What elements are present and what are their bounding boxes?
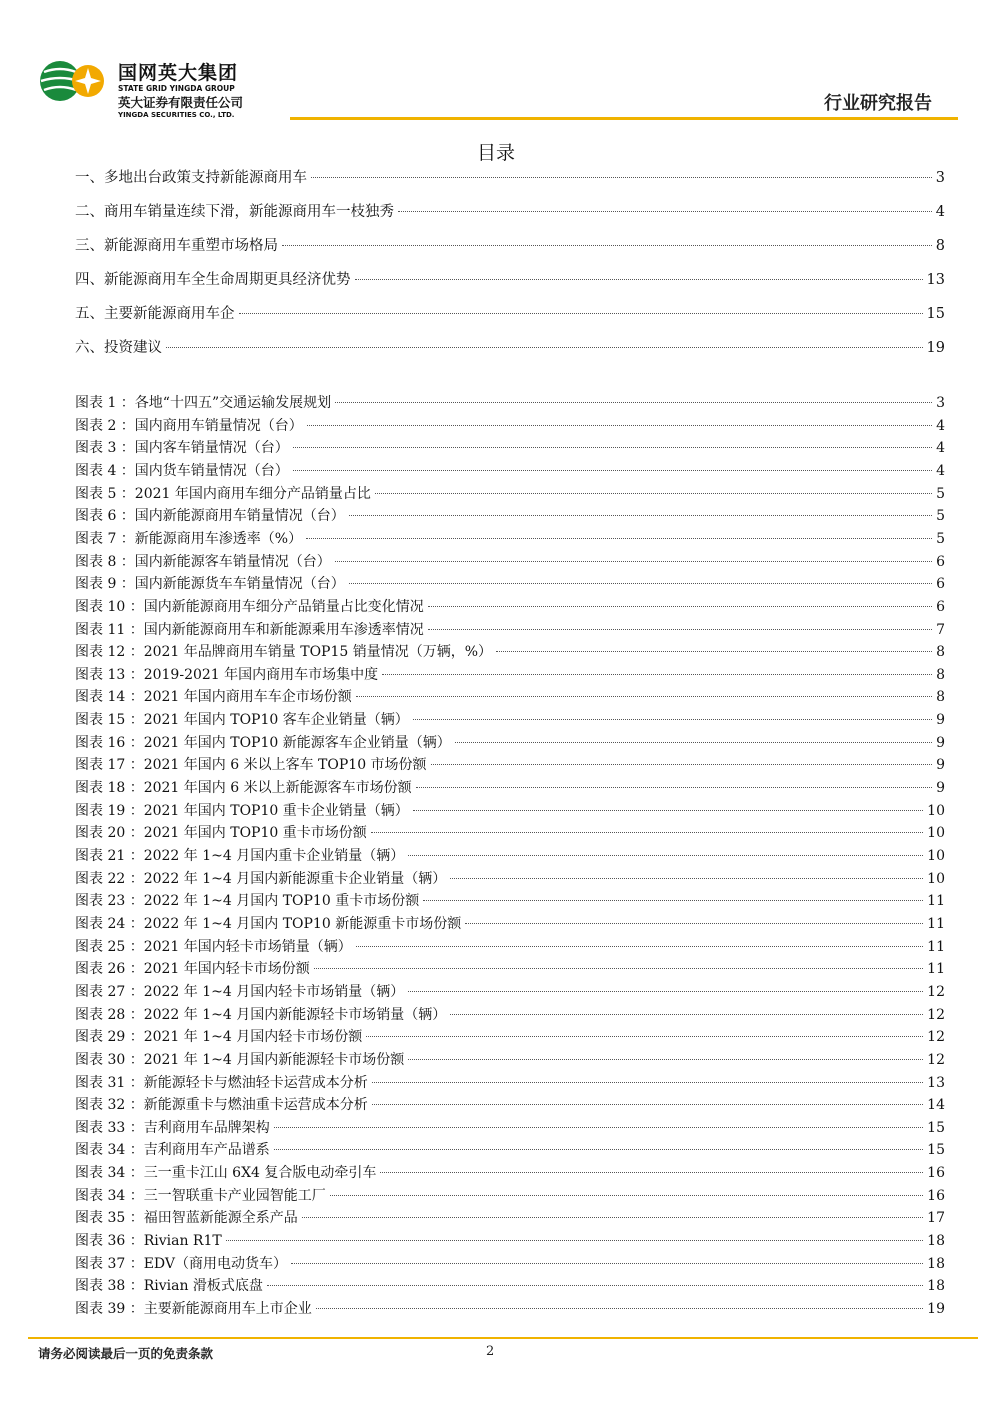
- toc-title: 目录: [476, 142, 515, 164]
- toc-figure-entry-page: 8: [936, 689, 945, 706]
- toc-figure-entry-label: 图表 21 ：2022 年 1~4 月国内重卡企业销量（辆）: [75, 848, 405, 864]
- toc-section-entry[interactable]: [75, 268, 945, 289]
- toc-figure-entry-page: 15: [927, 1142, 945, 1159]
- toc-figure-entry-page: 5: [936, 485, 945, 502]
- toc-figure-entry-label: 图表 7 ：新能源商用车渗透率（%）: [75, 530, 303, 547]
- dot-leader: [267, 1285, 923, 1286]
- toc-section-entry[interactable]: [75, 336, 945, 357]
- dot-leader: [335, 561, 932, 562]
- toc-figure-entry[interactable]: [75, 437, 945, 457]
- toc-section-entry-page: 13: [926, 272, 945, 288]
- toc-figure-entry[interactable]: [75, 913, 945, 933]
- toc-figure-entry[interactable]: [75, 1253, 945, 1273]
- toc-figure-entry-label: 图表 38 ：Rivian 滑板式底盘: [75, 1278, 263, 1295]
- toc-figure-entry-page: 8: [936, 666, 945, 683]
- dot-leader: [307, 425, 932, 426]
- dot-leader: [375, 493, 932, 494]
- toc-figure-entry[interactable]: [75, 619, 945, 639]
- toc-figure-entry-page: 4: [936, 440, 945, 457]
- dot-leader: [302, 1217, 923, 1218]
- toc-figure-entry-label: 图表 8 ：国内新能源客车销量情况（台）: [75, 553, 331, 570]
- toc-figure-entry-page: 11: [927, 961, 945, 978]
- toc-figure-entry-page: 3: [936, 395, 945, 411]
- toc-section-entry[interactable]: [75, 166, 945, 187]
- toc-figure-entry-label: 图表 4 ：国内货车销量情况（台）: [75, 462, 289, 479]
- disclaimer-note: 请务必阅读最后一页的免责条款: [38, 1346, 214, 1361]
- state-grid-logo: [38, 58, 110, 104]
- dot-leader: [316, 1308, 923, 1309]
- toc-figure-entry-label: 图表 34 ：三一重卡江山 6X4 复合版电动牵引车: [75, 1165, 377, 1182]
- page-number: 2: [486, 1344, 495, 1359]
- company-name-en: YINGDA SECURITIES CO., LTD.: [118, 111, 235, 119]
- toc-figure-entry-label: 图表 34 ：三一智联重卡产业园智能工厂: [75, 1187, 326, 1204]
- toc-figure-entry-label: 图表 20 ：2021 年国内 TOP10 重卡市场份额: [75, 825, 367, 842]
- toc-figure-entry-label: 图表 37 ：EDV（商用电动货车）: [75, 1255, 288, 1272]
- toc-figure-entry-label: 图表 32 ：新能源重卡与燃油重卡运营成本分析: [75, 1097, 368, 1114]
- toc-figure-entry-page: 11: [927, 915, 945, 932]
- toc-figure-entry-label: 图表 39 ：主要新能源商用车上市企业: [75, 1301, 312, 1317]
- toc-figure-entry[interactable]: [75, 1275, 945, 1295]
- toc-figure-entry[interactable]: [75, 822, 945, 842]
- toc-figure-entry-page: 10: [927, 825, 945, 842]
- report-type: 行业研究报告: [824, 93, 932, 114]
- toc-figure-entry-label: 图表 29 ：2021 年 1~4 月国内轻卡市场份额: [75, 1029, 363, 1046]
- dot-leader: [380, 1172, 923, 1173]
- header-divider: [290, 117, 958, 120]
- dot-leader: [282, 245, 932, 246]
- toc-figure-entry-label: 图表 10 ：国内新能源商用车细分产品销量占比变化情况: [75, 598, 424, 615]
- toc-figure-entry-page: 9: [936, 712, 945, 729]
- toc-section-entry-page: 19: [926, 340, 945, 356]
- toc-section-entry-page: 3: [935, 170, 945, 186]
- toc-figure-entry-label: 图表 13 ：2019-2021 年国内商用车市场集中度: [75, 666, 379, 683]
- toc-figure-entry-label: 图表 14 ：2021 年国内商用车车企市场份额: [75, 689, 352, 706]
- dot-leader: [226, 1240, 923, 1241]
- toc-figure-entry[interactable]: [75, 1004, 945, 1024]
- toc-figure-entry[interactable]: [75, 1185, 945, 1205]
- toc-figure-entry-label: 图表 30 ：2021 年 1~4 月国内新能源轻卡市场份额: [75, 1051, 405, 1068]
- toc-figure-entry[interactable]: [75, 1049, 945, 1069]
- footer-divider: [28, 1337, 978, 1339]
- toc-figure-entry[interactable]: [75, 1298, 945, 1318]
- dot-leader: [366, 1036, 923, 1037]
- dot-leader: [428, 606, 932, 607]
- toc-figure-entry[interactable]: [75, 800, 945, 820]
- dot-leader: [408, 1059, 923, 1060]
- toc-figure-entry-page: 6: [936, 598, 945, 615]
- company-name: 英大证券有限责任公司: [118, 95, 244, 110]
- dot-leader: [382, 674, 932, 675]
- toc-figure-entry[interactable]: [75, 528, 945, 548]
- dot-leader: [239, 313, 923, 314]
- toc-figure-entry-page: 12: [927, 983, 945, 1000]
- dot-leader: [293, 447, 932, 448]
- dot-leader: [408, 855, 923, 856]
- toc-figure-entry-label: 图表 23 ：2022 年 1~4 月国内 TOP10 重卡市场份额: [75, 893, 420, 910]
- dot-leader: [274, 1127, 923, 1128]
- toc-figure-entry-page: 17: [927, 1210, 945, 1227]
- toc-section-entry-page: 8: [935, 238, 945, 254]
- toc-figure-entry-label: 图表 17 ：2021 年国内 6 米以上客车 TOP10 市场份额: [75, 757, 427, 774]
- toc-figure-entry-page: 9: [936, 734, 945, 751]
- dot-leader: [496, 651, 932, 652]
- toc-figure-entry-label: 图表 28 ：2022 年 1~4 月国内新能源轻卡市场销量（辆）: [75, 1006, 447, 1023]
- dot-leader: [413, 810, 923, 811]
- toc-figure-entry-label: 图表 12 ：2021 年品牌商用车销量 TOP15 销量情况（万辆，%）: [75, 644, 493, 661]
- toc-figure-entry[interactable]: [75, 868, 945, 888]
- toc-figure-entry-label: 图表 19 ：2021 年国内 TOP10 重卡企业销量（辆）: [75, 802, 409, 819]
- dot-leader: [455, 742, 932, 743]
- toc-figure-entry[interactable]: [75, 890, 945, 910]
- dot-leader: [306, 538, 932, 539]
- toc-section-entry-label: 六、投资建议: [75, 340, 162, 356]
- toc-section-entry-label: 三、新能源商用车重塑市场格局: [75, 238, 278, 254]
- toc-figure-entry[interactable]: [75, 460, 945, 480]
- dot-leader: [274, 1149, 923, 1150]
- toc-figure-entry-page: 14: [927, 1097, 945, 1114]
- dot-leader: [423, 900, 923, 901]
- dot-leader: [330, 1195, 923, 1196]
- toc-figure-entry-page: 5: [936, 530, 945, 547]
- toc-figure-entry-page: 6: [936, 553, 945, 570]
- toc-section-entry-label: 四、新能源商用车全生命周期更具经济优势: [75, 272, 351, 288]
- group-name-en: STATE GRID YINGDA GROUP: [118, 84, 235, 93]
- toc-figure-entry-label: 图表 35 ：福田智蓝新能源全系产品: [75, 1210, 298, 1227]
- toc-figure-entry-label: 图表 16 ：2021 年国内 TOP10 新能源客车企业销量（辆）: [75, 734, 451, 751]
- toc-section-entry-label: 一、多地出台政策支持新能源商用车: [75, 170, 307, 186]
- toc-figure-entry-page: 12: [927, 1006, 945, 1023]
- toc-figure-entry[interactable]: [75, 936, 945, 956]
- dot-leader: [431, 764, 933, 765]
- toc-figure-entry-page: 9: [936, 757, 945, 774]
- dot-leader: [314, 968, 923, 969]
- toc-figure-entry-page: 10: [927, 802, 945, 819]
- toc-figure-entry[interactable]: [75, 1207, 945, 1227]
- toc-figure-entry[interactable]: [75, 1162, 945, 1182]
- dot-leader: [450, 878, 923, 879]
- dot-leader: [355, 279, 923, 280]
- toc-figure-entry[interactable]: [75, 1230, 945, 1250]
- toc-figure-entry-label: 图表 36 ：Rivian R1T: [75, 1233, 222, 1250]
- toc-figure-entry-label: 图表 5 ：2021 年国内商用车细分产品销量占比: [75, 485, 371, 502]
- toc-figure-entry-label: 图表 34 ：吉利商用车产品谱系: [75, 1142, 270, 1159]
- toc-figure-entry[interactable]: [75, 686, 945, 706]
- toc-figure-entry[interactable]: [75, 1094, 945, 1114]
- toc-figure-entry[interactable]: [75, 1026, 945, 1046]
- toc-figure-entry-label: 图表 1 ：各地“十四五”交通运输发展规划: [75, 395, 332, 411]
- toc-figure-entry-label: 图表 6 ：国内新能源商用车销量情况（台）: [75, 508, 345, 525]
- toc-figure-entry-page: 7: [936, 621, 945, 638]
- toc-figure-entry-page: 10: [927, 848, 945, 864]
- toc-section-entry[interactable]: [75, 200, 945, 221]
- toc-figure-entry-label: 图表 11 ：国内新能源商用车和新能源乘用车渗透率情况: [75, 621, 424, 638]
- toc-figure-entry[interactable]: [75, 573, 945, 593]
- toc-figure-entry-label: 图表 2 ：国内商用车销量情况（台）: [75, 417, 303, 434]
- toc-figure-entry-page: 13: [927, 1074, 945, 1091]
- toc-figure-entry-page: 4: [936, 417, 945, 434]
- toc-figure-entry-page: 16: [927, 1187, 945, 1204]
- dot-leader: [166, 347, 923, 348]
- dot-leader: [398, 211, 932, 212]
- toc-figure-entry[interactable]: [75, 732, 945, 752]
- dot-leader: [408, 991, 923, 992]
- toc-figure-entry[interactable]: [75, 596, 945, 616]
- dot-leader: [311, 177, 932, 178]
- toc-figure-entry[interactable]: [75, 483, 945, 503]
- toc-figure-entry[interactable]: [75, 551, 945, 571]
- toc-figure-entry-page: 16: [927, 1165, 945, 1182]
- dot-leader: [413, 719, 932, 720]
- dot-leader: [349, 515, 932, 516]
- toc-section-entry-page: 4: [935, 204, 945, 220]
- toc-figure-entry[interactable]: [75, 1117, 945, 1137]
- toc-figure-entry[interactable]: [75, 641, 945, 661]
- toc-figure-entry-page: 10: [927, 870, 945, 887]
- toc-section-entry-label: 五、主要新能源商用车企: [75, 306, 235, 322]
- toc-figure-entry-page: 12: [927, 1029, 945, 1046]
- toc-section-entry-page: 15: [926, 306, 945, 322]
- toc-figure-entry[interactable]: [75, 958, 945, 978]
- toc-figure-entry-page: 18: [927, 1278, 945, 1295]
- toc-figure-entry[interactable]: [75, 392, 945, 412]
- dot-leader: [450, 1014, 923, 1015]
- toc-figure-entry[interactable]: [75, 505, 945, 525]
- toc-figure-entry-page: 6: [936, 576, 945, 593]
- toc-figure-entry-label: 图表 22 ：2022 年 1~4 月国内新能源重卡企业销量（辆）: [75, 870, 447, 887]
- toc-figure-entry-label: 图表 25 ：2021 年国内轻卡市场销量（辆）: [75, 938, 352, 955]
- toc-figure-entry[interactable]: [75, 415, 945, 435]
- toc-figure-entry-label: 图表 31 ：新能源轻卡与燃油轻卡运营成本分析: [75, 1074, 368, 1091]
- toc-figure-entry[interactable]: [75, 1139, 945, 1159]
- toc-figure-entry-page: 5: [936, 508, 945, 525]
- dot-leader: [335, 402, 932, 403]
- toc-figure-entry-page: 9: [936, 780, 945, 797]
- toc-figure-entry-label: 图表 27 ：2022 年 1~4 月国内轻卡市场销量（辆）: [75, 983, 405, 1000]
- toc-figure-entry-page: 11: [927, 893, 945, 910]
- toc-figure-entry[interactable]: [75, 709, 945, 729]
- toc-figure-entry-label: 图表 15 ：2021 年国内 TOP10 客车企业销量（辆）: [75, 712, 409, 729]
- toc-figure-entry-page: 12: [927, 1051, 945, 1068]
- toc-figure-entry-page: 15: [927, 1119, 945, 1136]
- dot-leader: [291, 1263, 923, 1264]
- toc-figure-entry-page: 19: [927, 1301, 945, 1317]
- toc-figure-entry-label: 图表 33 ：吉利商用车品牌架构: [75, 1119, 270, 1136]
- toc-figure-entry[interactable]: [75, 845, 945, 865]
- toc-figure-entry[interactable]: [75, 981, 945, 1001]
- toc-figure-entry-label: 图表 26 ：2021 年国内轻卡市场份额: [75, 961, 310, 978]
- toc-figure-entry-page: 18: [927, 1233, 945, 1250]
- toc-section-entry[interactable]: [75, 234, 945, 255]
- toc-figure-entry-page: 8: [936, 644, 945, 661]
- toc-figure-entry-label: 图表 18 ：2021 年国内 6 米以上新能源客车市场份额: [75, 780, 412, 797]
- dot-leader: [356, 946, 923, 947]
- toc-section-entry[interactable]: [75, 302, 945, 323]
- dot-leader: [372, 1104, 923, 1105]
- toc-figure-entry-label: 图表 3 ：国内客车销量情况（台）: [75, 440, 289, 457]
- dot-leader: [356, 696, 932, 697]
- page-header: [0, 0, 992, 130]
- dot-leader: [428, 629, 932, 630]
- dot-leader: [349, 583, 932, 584]
- group-name: 国网英大集团: [118, 62, 239, 84]
- dot-leader: [372, 1082, 923, 1083]
- dot-leader: [371, 832, 923, 833]
- toc-figure-entry-page: 11: [927, 938, 945, 955]
- toc-figure-entry-page: 18: [927, 1255, 945, 1272]
- dot-leader: [293, 470, 932, 471]
- toc-figure-entry[interactable]: [75, 1072, 945, 1092]
- dot-leader: [465, 923, 923, 924]
- toc-section-entry-label: 二、商用车销量连续下滑，新能源商用车一枝独秀: [75, 204, 394, 220]
- toc-figure-entry[interactable]: [75, 777, 945, 797]
- toc-figure-entry-label: 图表 24 ：2022 年 1~4 月国内 TOP10 新能源重卡市场份额: [75, 915, 462, 932]
- toc-figure-entry[interactable]: [75, 664, 945, 684]
- toc-figure-entry[interactable]: [75, 754, 945, 774]
- toc-figure-entry-page: 4: [936, 462, 945, 479]
- logo-text: [118, 62, 243, 120]
- dot-leader: [416, 787, 932, 788]
- toc-figure-entry-label: 图表 9 ：国内新能源货车车销量情况（台）: [75, 576, 345, 593]
